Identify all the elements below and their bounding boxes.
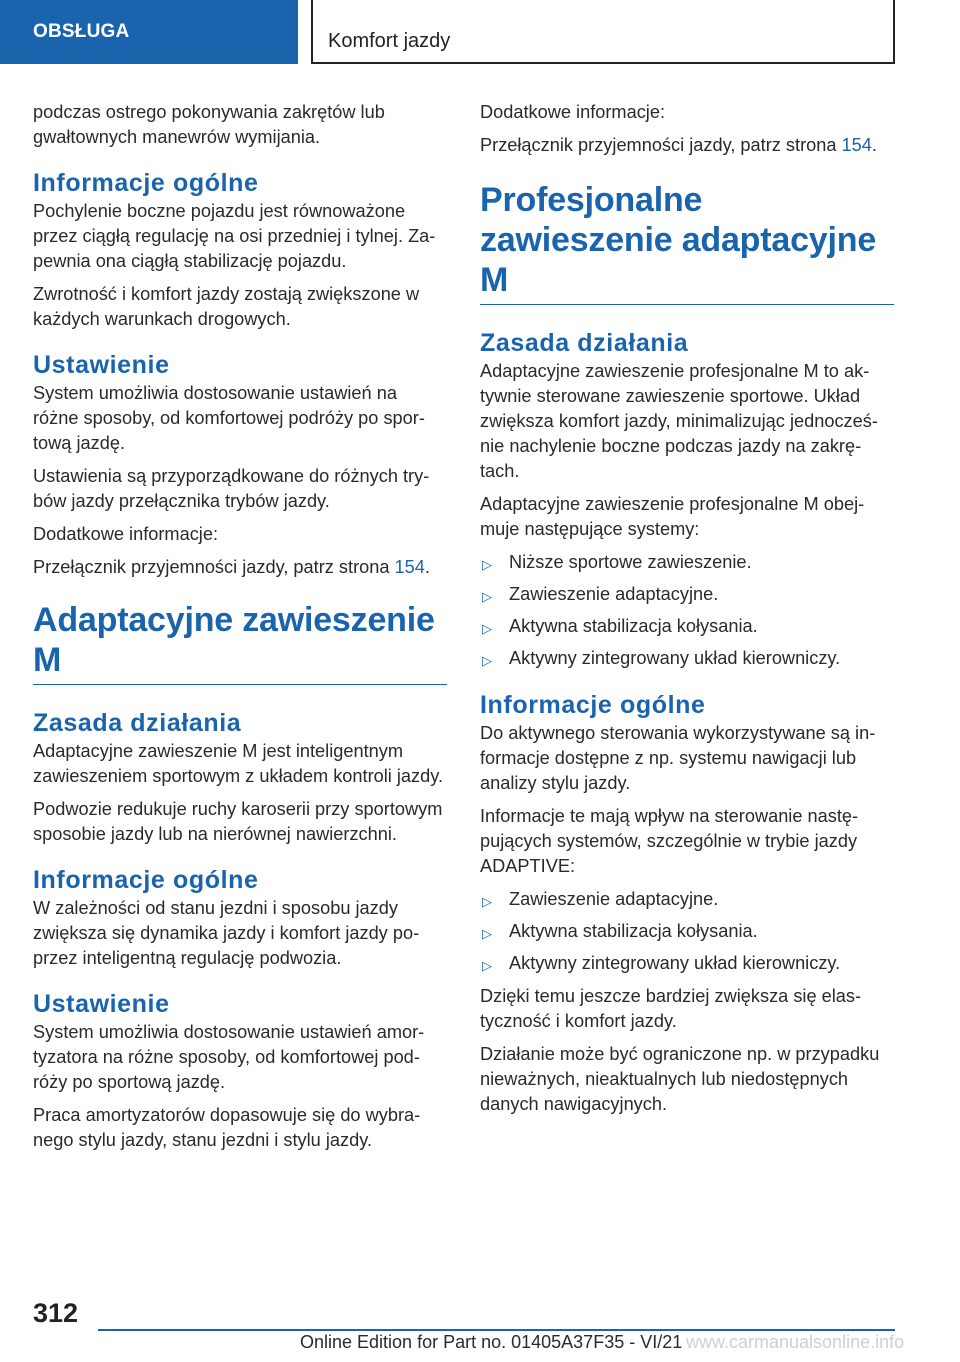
- heading-settings: Ustawienie: [33, 990, 170, 1018]
- list-item-text: Niższe sportowe zawieszenie.: [509, 552, 752, 572]
- watermark: www.carmanualsonline.info: [686, 1332, 905, 1352]
- list-item: [480, 582, 894, 607]
- reference-text: Przełącznik przyjemności jazdy, patrz strona: [33, 557, 395, 577]
- triangle-right-icon: ▷: [482, 653, 492, 668]
- reference-end: .: [871, 135, 877, 155]
- triangle-right-icon: ▷: [482, 589, 492, 604]
- edition-note: Online Edition for Part no. 01405A37F35 - VI/21: [300, 1332, 683, 1352]
- heading-settings: Ustawienie: [33, 351, 170, 379]
- section-title-adaptive-suspension: Adaptacyjne zawieszenie M: [33, 601, 435, 679]
- reference-text: Przełącznik przyjemności jazdy, patrz strona: [480, 135, 842, 155]
- list-item: [480, 550, 894, 575]
- triangle-right-icon: ▷: [482, 621, 492, 636]
- paragraph: Działanie może być ograniczone np. w przypadku nieważnych, nieaktualnych lub niedostępnych danych nawigacyjnych.: [480, 1044, 880, 1114]
- paragraph: Adaptacyjne zawieszenie profesjonalne M obejmuje następujące systemy:: [480, 494, 865, 539]
- paragraph: Adaptacyjne zawieszenie profesjonalne M to aktywnie sterowane zawieszenie sportowe. Układ zwiększa komfort jazdy, minimalizując jednocześnie nachylenie boczne podczas jazdy na zakrętach.: [480, 361, 878, 481]
- list-item-text: Zawieszenie adaptacyjne.: [509, 889, 719, 909]
- footer-rule: [98, 1329, 895, 1331]
- header-section-tab: OBSŁUGA: [0, 0, 298, 64]
- list-item-text: Aktywny zintegrowany układ kierowniczy.: [509, 648, 841, 668]
- paragraph: Do aktywnego sterowania wykorzystywane są informacje dostępne z np. systemu nawigacji lub analizy stylu jazdy.: [480, 723, 876, 793]
- title-underline: [480, 304, 894, 305]
- paragraph: Praca amortyzatorów dopasowuje się do wybranego stylu jazdy, stanu jezdni i stylu jazdy.: [33, 1105, 421, 1150]
- reference-end: .: [424, 557, 430, 577]
- spacer: [480, 679, 894, 689]
- triangle-right-icon: ▷: [482, 958, 492, 973]
- cross-reference: [480, 133, 894, 158]
- systems-list-adaptive: [480, 887, 894, 976]
- list-item-text: Aktywna stabilizacja kołysania.: [509, 921, 758, 941]
- title-underline: [33, 684, 447, 685]
- triangle-right-icon: ▷: [482, 894, 492, 909]
- heading-principle: Zasada działania: [33, 709, 242, 737]
- paragraph: Dodatkowe informacje:: [33, 524, 218, 544]
- page-link-154[interactable]: 154: [394, 557, 425, 577]
- heading-info-general: Informacje ogólne: [33, 866, 259, 894]
- triangle-right-icon: ▷: [482, 557, 492, 572]
- list-item: [480, 887, 894, 912]
- left-column: [33, 100, 447, 1161]
- header-chapter-title: Komfort jazdy: [311, 0, 895, 64]
- paragraph: System umożliwia dostosowanie ustawień na różne sposoby, od komfortowej podróży po sportową jazdę.: [33, 383, 425, 453]
- list-item: [480, 646, 894, 671]
- heading-principle: Zasada działania: [480, 329, 689, 357]
- list-item: [480, 951, 894, 976]
- page-link-154[interactable]: 154: [841, 135, 872, 155]
- heading-info-general: Informacje ogólne: [33, 169, 259, 197]
- triangle-right-icon: ▷: [482, 926, 492, 941]
- list-item-text: Zawieszenie adaptacyjne.: [509, 584, 719, 604]
- page-number: 312: [33, 1298, 79, 1328]
- paragraph: Ustawienia są przyporządkowane do różnych trybów jazdy przełącznika trybów jazdy.: [33, 466, 430, 511]
- systems-list: [480, 550, 894, 671]
- paragraph: Podwozie redukuje ruchy karoserii przy sportowym sposobie jazdy lub na nierównej nawierzchni.: [33, 799, 443, 844]
- paragraph: W zależności od stanu jezdni i sposobu jazdy zwiększa się dynamika jazdy i komfort jazdy poprzez inteligentną regulację podwozia.: [33, 898, 420, 968]
- paragraph: Adaptacyjne zawieszenie M jest inteligentnym zawieszeniem sportowym z układem kontroli jazdy.: [33, 741, 444, 786]
- list-item-text: Aktywny zintegrowany układ kierowniczy.: [509, 953, 841, 973]
- right-column: [480, 100, 894, 1125]
- list-item-text: Aktywna stabilizacja kołysania.: [509, 616, 758, 636]
- paragraph: Dzięki temu jeszcze bardziej zwiększa się elastyczność i komfort jazdy.: [480, 986, 862, 1031]
- paragraph: Dodatkowe informacje:: [480, 102, 665, 122]
- paragraph: Zwrotność i komfort jazdy zostają zwiększone w każdych warunkach drogowych.: [33, 284, 420, 329]
- paragraph: Informacje te mają wpływ na sterowanie następujących systemów, szczególnie w trybie jazdy ADAPTIVE:: [480, 806, 859, 876]
- list-item: [480, 614, 894, 639]
- paragraph: System umożliwia dostosowanie ustawień amortyzatora na różne sposoby, od komfortowej podróży po sportową jazdę.: [33, 1022, 425, 1092]
- section-title-professional-suspension: Profesjonalne zawieszenie adaptacyjne M: [480, 181, 877, 299]
- list-item: [480, 919, 894, 944]
- paragraph: Pochylenie boczne pojazdu jest równoważone przez ciągłą regulację na osi przedniej i tylnej. Zapewnia ona ciągłą stabilizację pojazdu.: [33, 201, 436, 271]
- cross-reference: [33, 555, 447, 580]
- intro-paragraph: podczas ostrego pokonywania zakrętów lub gwałtownych manewrów wymijania.: [33, 102, 385, 147]
- heading-info-general: Informacje ogólne: [480, 691, 706, 719]
